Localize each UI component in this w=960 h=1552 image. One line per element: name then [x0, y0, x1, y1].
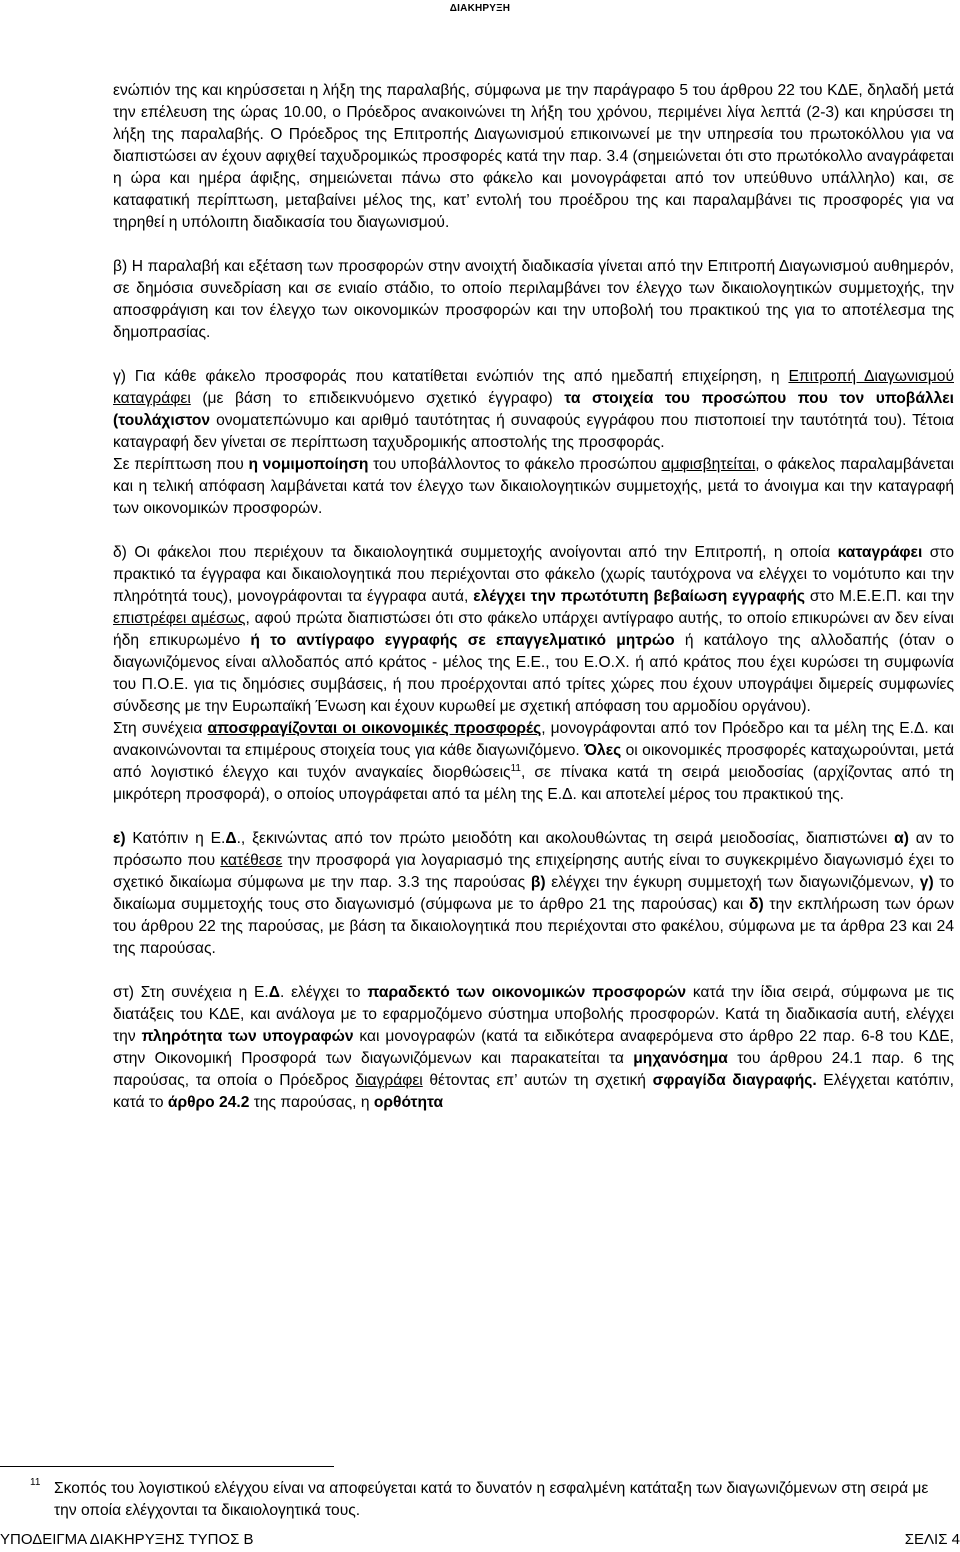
- text-run: ή κατάλογο της αλλοδαπής (όταν ο διαγωνιζόμενος είναι αλλοδαπός από κράτος - μέλος της Ε.Ε., του Ε.Ο.Χ. ή από κράτος που έχει κυρώσει τη συμφωνία του Π.Ο.Ε. για τις δημόσιες συμβάσεις, ή που προέρχονται από τρίτες χώρες που έχουν υπογράψει διμερείς συμφωνίες σύνδεσης με την Ευρωπαϊκή Ένωση και έχουν κυρωθεί με σχετική απόφαση του αρμοδίου οργάνου).: [113, 632, 954, 715]
- text-run: γ) Για κάθε φάκελο προσφοράς που κατατίθεται ενώπιόν της από ημεδαπή επιχείρηση, η: [113, 368, 789, 385]
- bold-text: Όλες: [584, 742, 622, 759]
- bold-underlined-text: αποσφραγίζονται οι οικονομικές προσφορές: [207, 720, 542, 737]
- text-run: στο πρακτικό τα έγγραφα και δικαιολογητικά που περιέχονται στο φάκελο (χωρίς ταυτόχρονα να ελέγχει το νομότυπο και την πληρότητά τους), μονογράφονται τα έγγραφα αυτά,: [113, 544, 954, 605]
- bold-text: μηχανόσημα: [633, 1050, 728, 1067]
- text-run: Κατόπιν η Ε.: [125, 830, 226, 847]
- text-run: και μονογραφών (κατά τα ειδικότερα αναφερόμενα στο άρθρο 22 παρ. 6-8 του ΚΔΕ, στην Οικονομική Προσφορά των διαγωνιζόμενων και παρακατείται τα: [113, 1028, 954, 1067]
- paragraph-1: ενώπιόν της και κηρύσσεται η λήξη της παραλαβής, σύμφωνα με την παράγραφο 5 του άρθρου 22 του ΚΔΕ, δηλαδή μετά την επέλευση της ώρας 10.00, ο Πρόεδρος ανακοινώνει τη λήξη του χρόνου, περιμένει λίγα λεπτά (2-3) και κηρύσσει τη λήξη της παραλαβής. Ο Πρόεδρος της Επιτροπής Διαγωνισμού επικοινωνεί με την υπηρεσία του πρωτοκόλλου για να διαπιστώσει αν έχουν αφιχθεί ταχυδρομικώς προσφορές κατά την παρ. 3.4 (σημειώνεται ότι στο πρωτόκολλο αναγράφεται η ώρα και ημέρα άφιξης, σημειώνεται πάνω στο φάκελο και μονογράφεται από τον υπεύθυνο υπάλληλο) και, σε καταφατική περίπτωση, μεταβαίνει μέλος της, κατ’ εντολή του προέδρου της και παραλαμβάνει τις προσφορές για να τηρηθεί η υπόλοιπη διαδικασία του διαγωνισμού.: [113, 82, 954, 231]
- underlined-text: επιστρέφει αμέσως: [113, 610, 246, 627]
- bold-text: ή το αντίγραφο εγγραφής σε επαγγελματικό μητρώο: [250, 632, 675, 649]
- footnote-number: 11: [30, 1477, 41, 1488]
- bold-text: η νομιμοποίηση: [248, 456, 369, 473]
- bold-text: Δ: [268, 984, 280, 1001]
- footer-title: ΥΠΟΔΕΙΓΜΑ ΔΙΑΚΗΡΥΞΗΣ ΤΥΠΟΣ Β: [0, 1531, 254, 1548]
- paragraph-d: [113, 542, 954, 718]
- bold-text: σφραγίδα διαγραφής.: [652, 1072, 817, 1089]
- text-run: ελέγχει την έγκυρη συμμετοχή των διαγωνιζόμενων,: [545, 874, 920, 891]
- text-run: Ελέγχεται κατόπιν, κατά το: [113, 1072, 954, 1111]
- bold-text: τα στοιχεία του προσώπου που τον υποβάλλει (τουλάχιστον: [113, 390, 954, 429]
- bold-text: Δ: [225, 830, 237, 847]
- paragraph-b: β) Η παραλαβή και εξέταση των προσφορών στην ανοιχτή διαδικασία γίνεται από την Επιτροπή Διαγωνισμού αυθημερόν, σε δημόσια συνεδρίαση και σε ενιαίο στάδιο, το οποίο περιλαμβάνει τον έλεγχο των δικαιολογητικών συμμετοχής, την αποσφράγιση και τον έλεγχο των οικονομικών προσφορών και την υποβολή του πρακτικού της για το αποτέλεσμα της δημοπρασίας.: [113, 258, 954, 341]
- text-run: την εκπλήρωση των όρων του άρθρου 22 της παρούσας, με βάση τα δικαιολογητικά που περιέχονται στο φακέλου, σύμφωνα με τα άρθρα 23 και 24 της παρούσας.: [113, 896, 954, 957]
- text-run: αν το πρόσωπο που: [113, 830, 954, 869]
- text-run: την προσφορά για λογαριασμό της επιχείρησης αυτής είναι το συγκεκριμένο διαγωνισμό έχει το σχετικό δικαίωμα σύμφωνα με την παρ. 3.3 της παρούσας: [113, 852, 954, 891]
- paragraph-c: [113, 366, 954, 454]
- text-run: στο Μ.Ε.Ε.Π. και την: [804, 588, 954, 605]
- paragraph-f: [113, 982, 954, 1114]
- underlined-text: αμφισβητείται: [661, 456, 756, 473]
- bold-text: ελέγχει την πρωτότυπη βεβαίωση εγγραφής: [473, 588, 805, 605]
- paragraph-e: [113, 828, 954, 960]
- footnote-text: Σκοπός του λογιστικού ελέγχου είναι να αποφεύγεται κατά το δυνατόν η εσφαλμένη κατάταξη των διαγωνιζόμενων στη σειρά με την οποία ελέγχονται τα δικαιολογητικά τους.: [54, 1480, 929, 1519]
- bold-text: ε): [113, 830, 126, 847]
- text-run: . ελέγχει το: [279, 984, 368, 1001]
- text-run: κατά την ίδια σειρά, σύμφωνα με τις διατάξεις του ΚΔΕ, και ανάλογα με το εφαρμοζόμενο σύστημα υποβολής προσφορών. Κατά τη διαδικασία αυτή, ελέγχει την: [113, 984, 954, 1045]
- document-body: [113, 80, 954, 1114]
- bold-text: β): [530, 874, 546, 891]
- underlined-text: Επιτροπή Διαγωνισμού καταγράφει: [113, 368, 954, 407]
- bold-text: ορθότητα: [373, 1094, 444, 1111]
- text-run: του άρθρου 24.1 παρ. 6 της παρούσας, τα οποία ο Πρόεδρος: [113, 1050, 955, 1089]
- paragraph-d2: [113, 718, 954, 806]
- page-header: ΔΙΑΚΗΡΥΞΗ: [449, 3, 511, 14]
- bold-text: γ): [919, 874, 934, 891]
- bold-text: πληρότητα των υπογραφών: [141, 1028, 354, 1045]
- footnote: [30, 1478, 950, 1522]
- text-run: του υποβάλλοντος το φάκελο προσώπου: [368, 456, 662, 473]
- page-number: ΣΕΛΙΣ 4: [904, 1531, 960, 1548]
- text-run: ., ξεκινώντας από τον πρώτο μειοδότη και ακολουθώντας τη σειρά μειοδοσίας, διαπιστώνει: [236, 830, 895, 847]
- text-run: Σε περίπτωση που: [113, 456, 249, 473]
- text-run: θέτοντας επ’ αυτών τη σχετική: [422, 1072, 653, 1089]
- text-run: , μονογράφονται από τον Πρόεδρο και τα μέλη της Ε.Δ. και ανακοινώνονται τα επιμέρους στοιχεία τους για κάθε διαγωνιζόμενο.: [113, 720, 954, 759]
- text-run: , σε πίνακα κατά τη σειρά μειοδοσίας (αρχίζοντας από τη μικρότερη προσφορά), ο οποίος υπογράφεται από τα μέλη της Ε.Δ. και αποτελεί μέρος του πρακτικού της.: [113, 764, 954, 803]
- text-run: της παρούσας, η: [249, 1094, 374, 1111]
- underlined-text: διαγράφει: [355, 1072, 423, 1089]
- text-run: , αφού πρώτα διαπιστώσει ότι στο φάκελο υπάρχει αντίγραφο αυτής, το οποίο επικυρώνει αν δεν είναι ήδη επικυρωμένο: [113, 610, 954, 649]
- footnote-separator: [0, 1466, 334, 1467]
- bold-text: καταγράφει: [837, 544, 923, 561]
- text-run: δ) Οι φάκελοι που περιέχουν τα δικαιολογητικά συμμετοχής ανοίγονται από την Επιτροπή, η οποία: [113, 544, 838, 561]
- text-run: το δικαίωμα συμμετοχής τους στο διαγωνισμό (σύμφωνα με το άρθρο 21 της παρούσας) και: [113, 874, 954, 913]
- text-run: στ) Στη συνέχεια η Ε.: [113, 984, 269, 1001]
- paragraph-c2: [113, 454, 954, 520]
- underlined-text: κατέθεσε: [220, 852, 283, 869]
- bold-text: παραδεκτό των οικονομικών προσφορών: [367, 984, 687, 1001]
- bold-text: δ): [749, 896, 764, 913]
- text-run: ονοματεπώνυμο και αριθμό ταυτότητας ή συναφούς εγγράφου που πιστοποιεί την ταυτότητά του). Τέτοια καταγραφή δεν γίνεται σε περίπτωση ταχυδρομικής αποστολής της προσφοράς.: [113, 412, 954, 451]
- text-run: οι οικονομικές προσφορές καταχωρούνται, μετά από λογιστικό έλεγχο και τυχόν αναγκαίες διορθώσεις: [113, 742, 954, 781]
- text-run: (με βάση το επιδεικνυόμενο σχετικό έγγραφο): [190, 390, 565, 407]
- text-run: , ο φάκελος παραλαμβάνεται και η τελική απόφαση λαμβάνεται κατά τον έλεγχο των δικαιολογητικών συμμετοχής, μετά το άνοιγμα και την καταγραφή των οικονομικών προσφορών.: [113, 456, 955, 517]
- text-run: Στη συνέχεια: [113, 720, 208, 737]
- footnote-ref: 11: [510, 762, 521, 774]
- bold-text: α): [894, 830, 909, 847]
- bold-text: άρθρο 24.2: [167, 1094, 250, 1111]
